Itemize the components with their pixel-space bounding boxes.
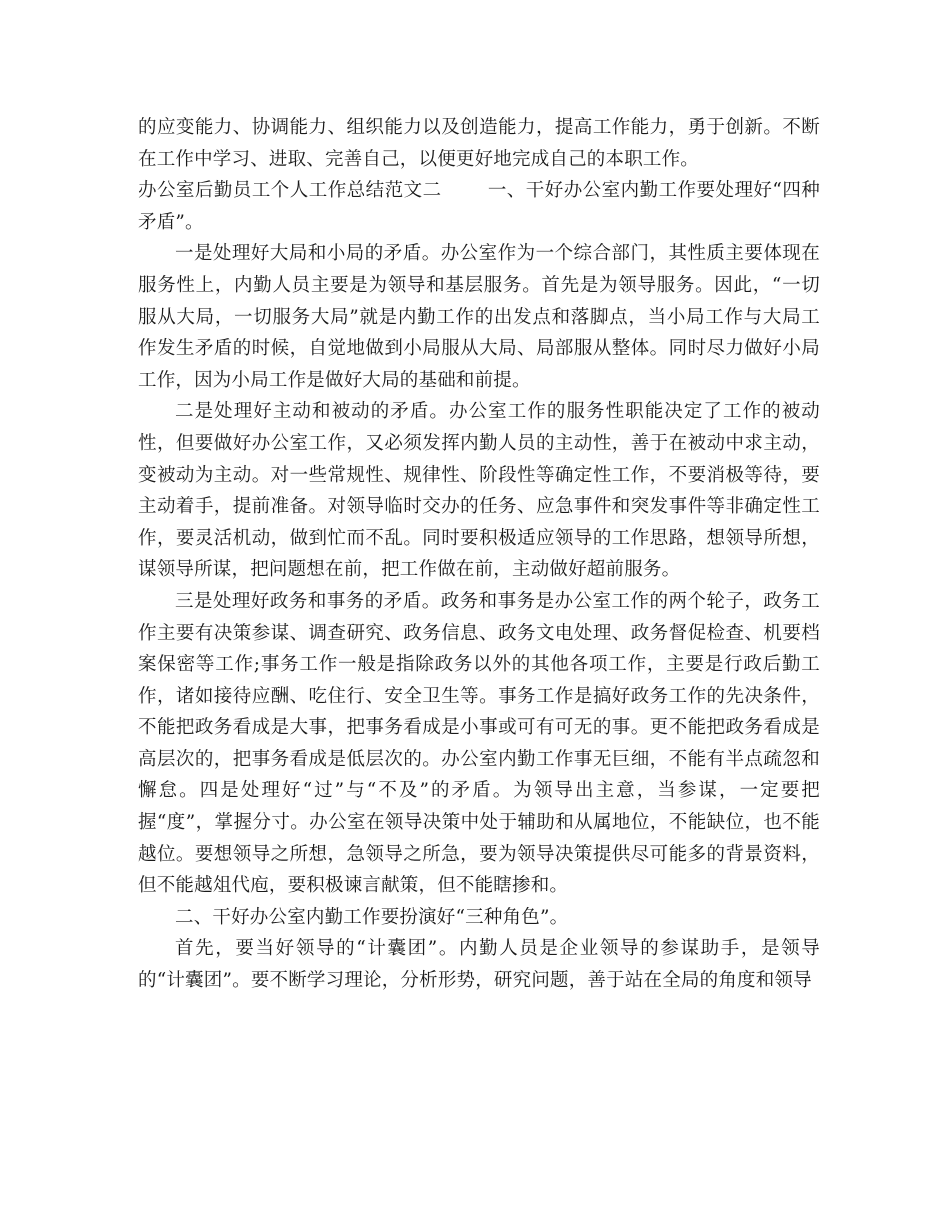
continuation-paragraph: 的应变能力、协调能力、组织能力以及创造能力，提高工作能力，勇于创新。不断在工作中学习、进取、完善自己，以便更好地完成自己的本职工作。 bbox=[138, 117, 820, 170]
paragraph-4: 首先，要当好领导的“计囊团”。内勤人员是企业领导的参谋助手，是领导的“计囊团”。要不断学习理论，分析形势，研究问题，善于站在全局的角度和领导 bbox=[138, 938, 820, 992]
paragraph-2: 二是处理好主动和被动的矛盾。办公室工作的服务性职能决定了工作的被动性，但要做好办公室工作，又必须发挥内勤人员的主动性，善于在被动中求主动，变被动为主动。对一些常规性、规律性、阶段性等确定性工作，不要消极等待，要主动着手，提前准备。对领导临时交办的任务、应急事件和突发事件等非确定性工作，要灵活机动，做到忙而不乱。同时要积极适应领导的工作思路，想领导所想，谋领导所谋，把问题想在前，把工作做在前，主动做好超前服务。 bbox=[138, 401, 820, 581]
paragraph-1: 一是处理好大局和小局的矛盾。办公室作为一个综合部门，其性质主要体现在服务性上，内勤人员主要是为领导和基层服务。首先是为领导服务。因此，“一切服从大局，一切服务大局”就是内勤工作的出发点和落脚点，当小局工作与大局工作发生矛盾的时候，自觉地做到小局服从大局、局部服从整体。同时尽力做好小局工作，因为小局工作是做好大局的基础和前提。 bbox=[138, 243, 820, 391]
section-title: 办公室后勤员工个人工作总结范文二 bbox=[138, 180, 442, 202]
section-title-line bbox=[138, 175, 820, 238]
section-heading-2: 二、干好办公室内勤工作要扮演好“三种角色”。 bbox=[175, 906, 569, 928]
section-heading-1: 一、干好办公室内勤工作要处理好“四种矛盾”。 bbox=[138, 180, 820, 233]
paragraph-3: 三是处理好政务和事务的矛盾。政务和事务是办公室工作的两个轮子，政务工作主要有决策参谋、调查研究、政务信息、政务文电处理、政务督促检查、机要档案保密等工作;事务工作一般是指除政务以外的其他各项工作，主要是行政后勤工作，诸如接待应酬、吃住行、安全卫生等。事务工作是搞好政务工作的先决条件，不能把政务看成是大事，把事务看成是小事或可有可无的事。更不能把政务看成是高层次的，把事务看成是低层次的。办公室内勤工作事无巨细，不能有半点疏忽和懈怠。四是处理好“过”与“不及”的矛盾。为领导出主意，当参谋，一定要把握“度”，掌握分寸。办公室在领导决策中处于辅助和从属地位，不能缺位，也不能越位。要想领导之所想，急领导之所急，要为领导决策提供尽可能多的背景资料，但不能越俎代庖，要积极谏言献策，但不能瞎掺和。 bbox=[138, 590, 820, 897]
document-page bbox=[138, 112, 820, 997]
